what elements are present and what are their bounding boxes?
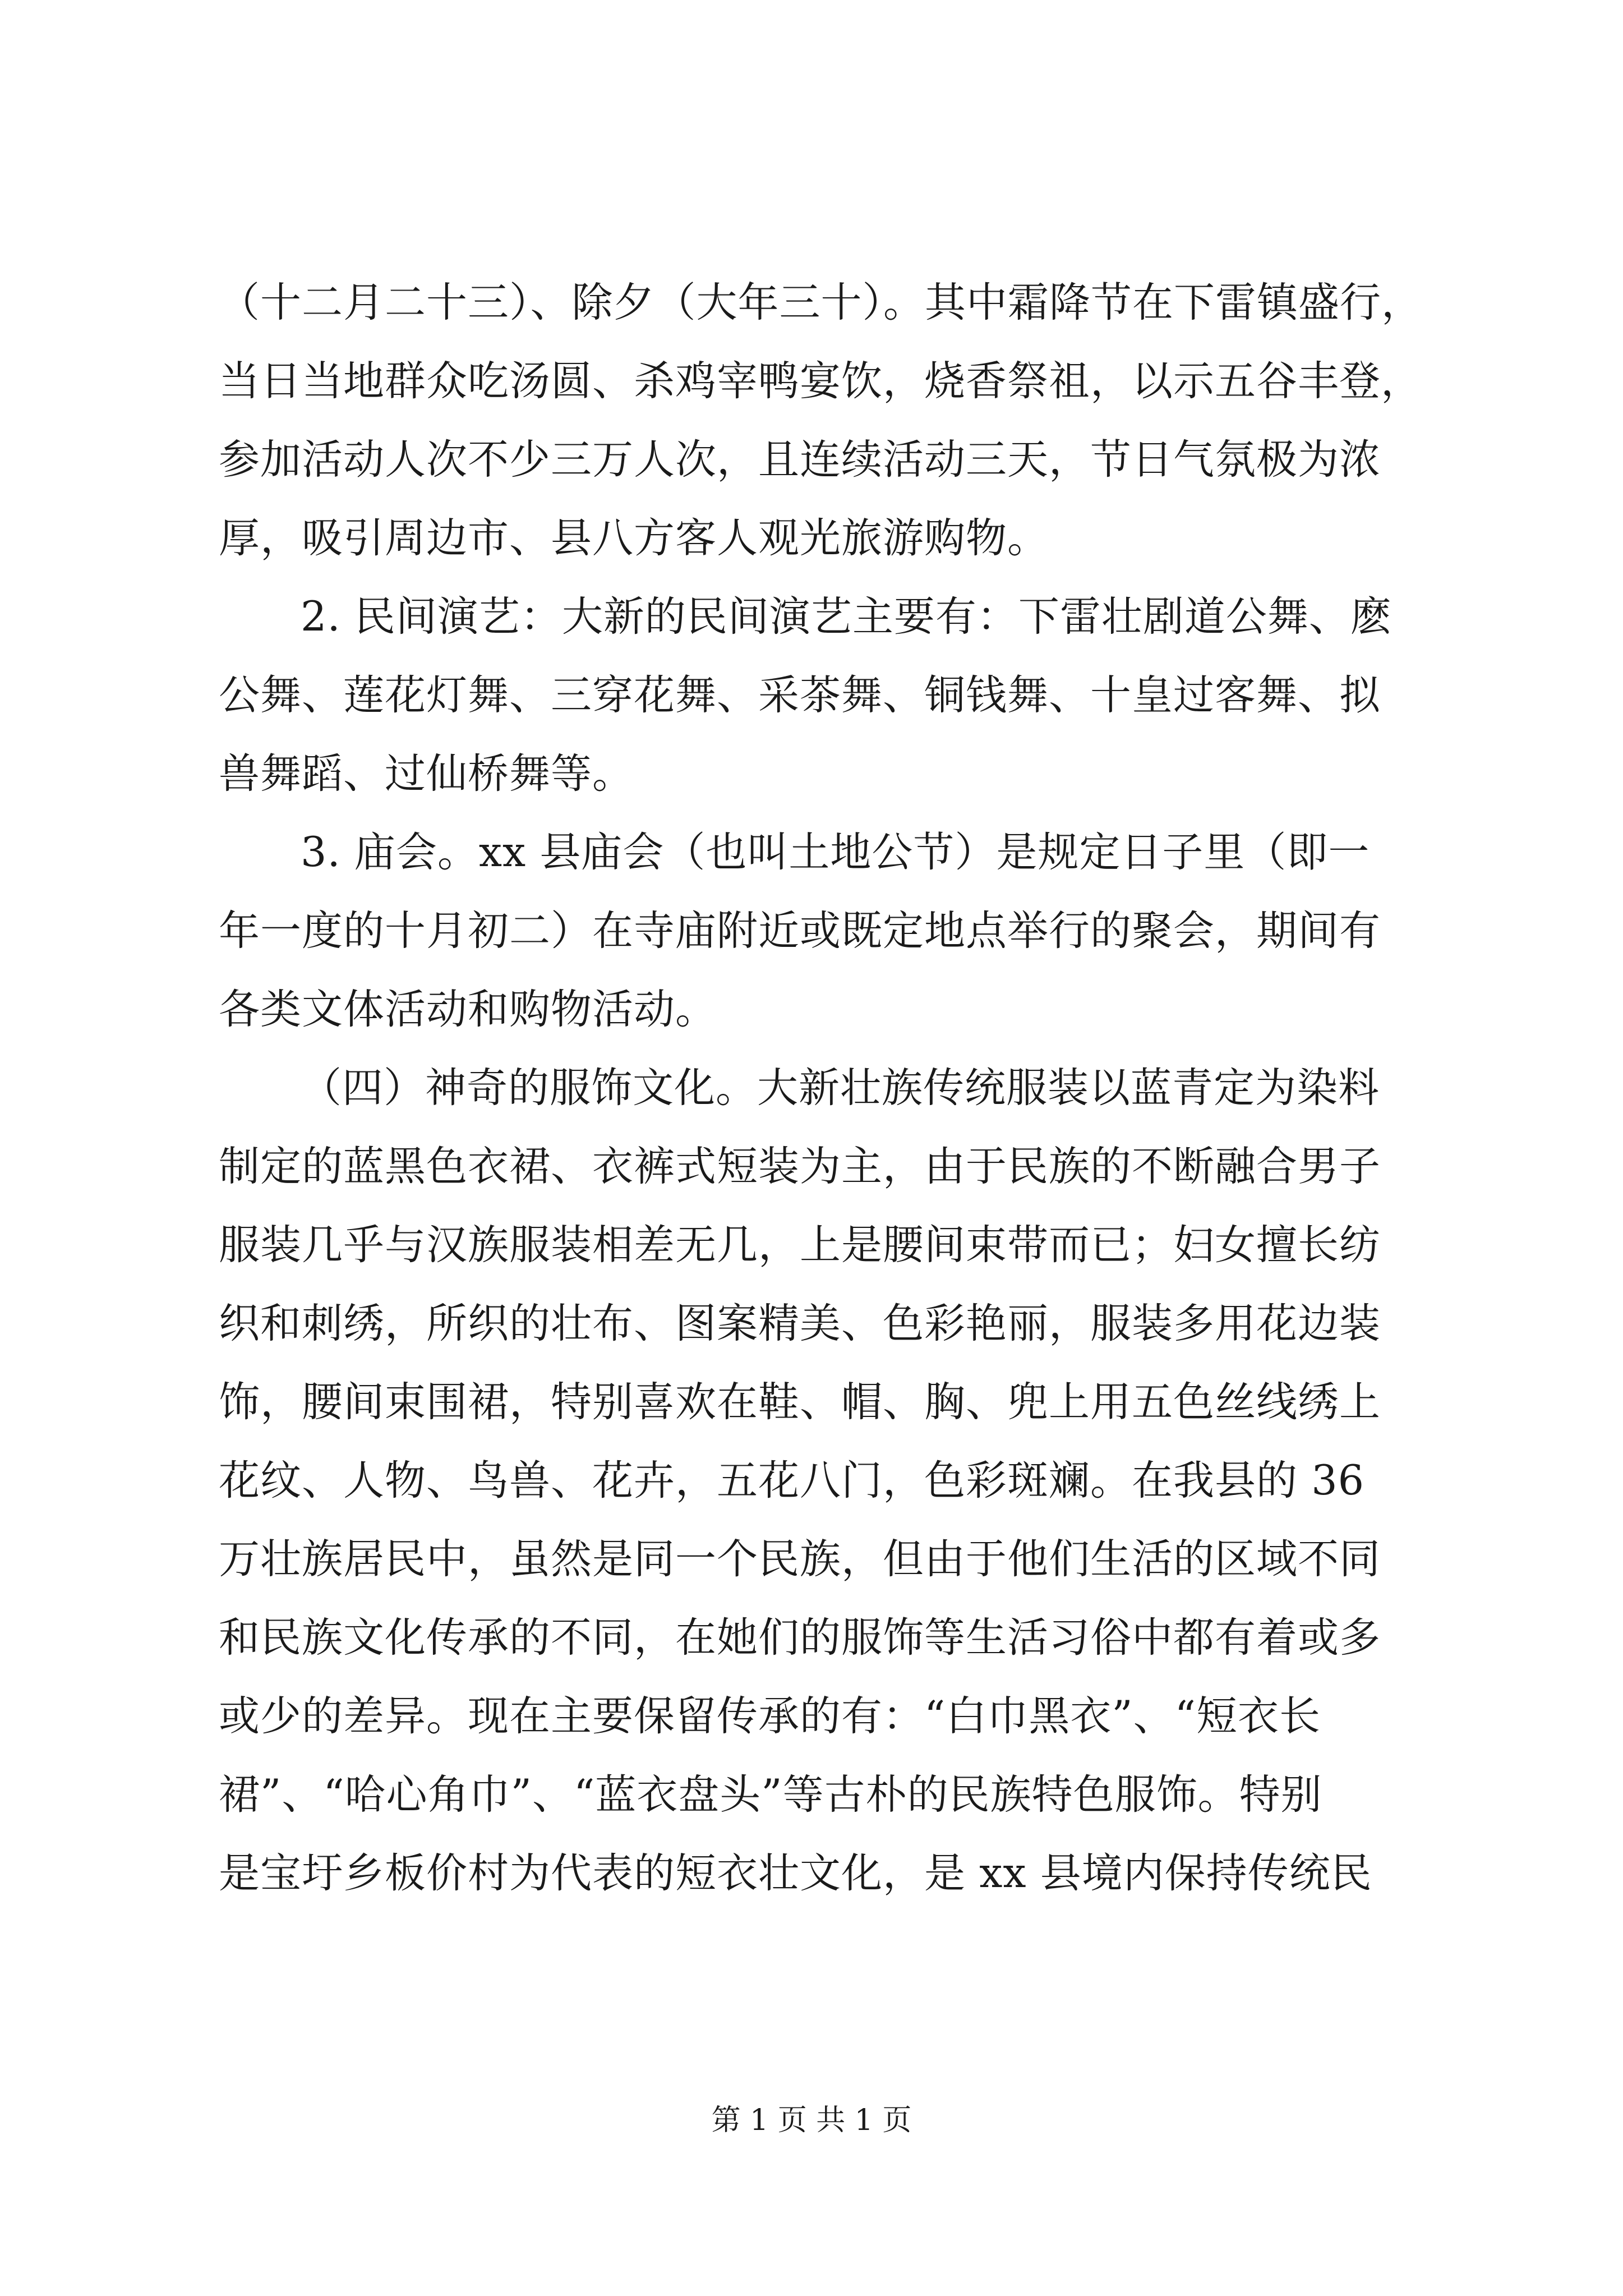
text-line: 饰，腰间束围裙，特别喜欢在鞋、帽、胸、兜上用五色丝线绣上 (219, 1378, 1381, 1426)
text-line: 制定的蓝黑色衣裙、衣裤式短装为主，由于民族的不断融合男子 (219, 1143, 1381, 1190)
text-line: 当日当地群众吃汤圆、杀鸡宰鸭宴饮，烧香祭祖，以示五谷丰登， (219, 357, 1422, 405)
text-line: 或少的差异。现在主要保留传承的有：“白巾黑衣”、“短衣长 (219, 1692, 1321, 1740)
page-footer (0, 2101, 1623, 2140)
text-line: 织和刺绣，所织的壮布、图案精美、色彩艳丽，服装多用花边装 (219, 1300, 1381, 1347)
text-line: 兽舞蹈、过仙桥舞等。 (219, 750, 634, 798)
text-line: （十二月二十三）、除夕（大年三十）。其中霜降节在下雷镇盛行， (219, 279, 1423, 326)
paragraph-folk-performing-arts (219, 578, 1413, 813)
text-line: 2. 民间演艺：大新的民间演艺主要有：下雷壮剧道公舞、麽 (301, 593, 1392, 641)
text-line: 是宝圩乡板价村为代表的短衣壮文化，是 xx 县境内保持传统民 (219, 1849, 1372, 1897)
paragraph-costume-culture (219, 1049, 1413, 1913)
text-line: 和民族文化传承的不同，在她们的服饰等生活习俗中都有着或多 (219, 1614, 1381, 1662)
text-line: 年一度的十月初二）在寺庙附近或既定地点举行的聚会，期间有 (219, 907, 1381, 955)
text-line: 各类文体活动和购物活动。 (219, 986, 717, 1033)
text-line: 裙”、“哈心角巾”、“蓝衣盘头”等古朴的民族特色服饰。特别 (219, 1771, 1322, 1819)
document-body (219, 264, 1423, 1913)
text-line: 公舞、莲花灯舞、三穿花舞、采茶舞、铜钱舞、十皇过客舞、拟 (219, 671, 1381, 719)
text-line: 服装几乎与汉族服装相差无几，上是腰间束带而已；妇女擅长纺 (219, 1221, 1381, 1269)
page-number-label: 第 1 页 共 1 页 (711, 2104, 912, 2137)
paragraph-festivals-continued (219, 264, 1423, 578)
text-line: 花纹、人物、鸟兽、花卉，五花八门，色彩斑斓。在我县的 36 (219, 1457, 1365, 1504)
text-line: 厚，吸引周边市、县八方客人观光旅游购物。 (219, 514, 1049, 562)
text-line: 3. 庙会。xx 县庙会（也叫土地公节）是规定日子里（即一 (301, 829, 1370, 876)
text-line: 万壮族居民中，虽然是同一个民族，但由于他们生活的区域不同 (219, 1535, 1381, 1583)
text-line: 参加活动人次不少三万人次，且连续活动三天，节日气氛极为浓 (219, 436, 1381, 484)
text-line: （四）神奇的服饰文化。大新壮族传统服装以蓝青定为染料 (301, 1064, 1380, 1112)
paragraph-temple-fair (219, 813, 1413, 1049)
